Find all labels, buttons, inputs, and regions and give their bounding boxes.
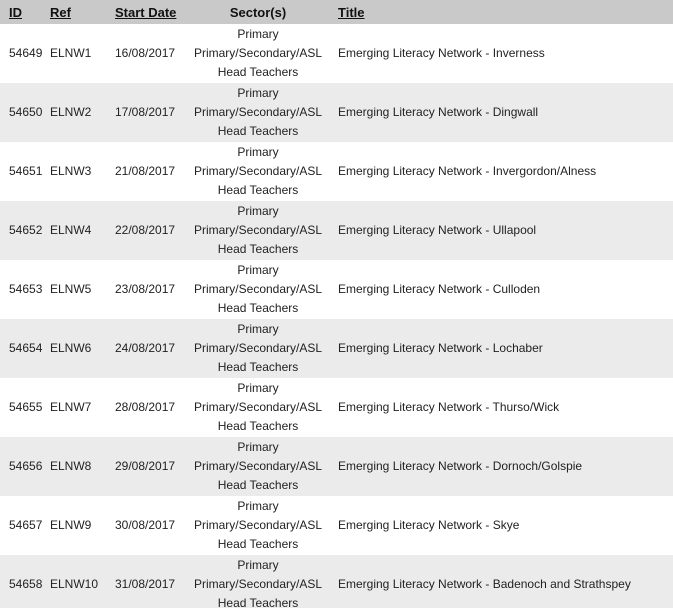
cell-id: 54658 <box>9 577 43 591</box>
cell-sectors <box>187 319 329 378</box>
header-row <box>0 0 673 24</box>
cell-ref: ELNW5 <box>50 282 92 296</box>
cell-sectors <box>187 201 329 260</box>
cell-ref: ELNW7 <box>50 400 92 414</box>
sector-label: Head Teachers <box>217 419 299 433</box>
cell-start-date: 17/08/2017 <box>115 105 176 119</box>
sector-label: Primary/Secondary/ASL <box>193 400 323 414</box>
cell-start-date: 29/08/2017 <box>115 459 176 473</box>
cell-ref: ELNW8 <box>50 459 92 473</box>
table-body <box>0 24 673 608</box>
header-ref[interactable] <box>46 0 109 24</box>
sector-label: Head Teachers <box>217 183 299 197</box>
table-row[interactable] <box>0 24 673 83</box>
header-start-date-label[interactable]: Start Date <box>115 4 177 20</box>
sector-label: Head Teachers <box>217 124 299 138</box>
cell-id: 54657 <box>9 518 43 532</box>
table-row[interactable] <box>0 437 673 496</box>
cell-ref: ELNW3 <box>50 164 92 178</box>
sector-label: Primary/Secondary/ASL <box>193 164 323 178</box>
sector-label: Head Teachers <box>217 65 299 79</box>
header-id[interactable] <box>0 0 46 24</box>
cell-ref: ELNW6 <box>50 341 92 355</box>
cell-title[interactable]: Emerging Literacy Network - Ullapool <box>338 223 537 237</box>
cell-title[interactable]: Emerging Literacy Network - Lochaber <box>338 341 543 355</box>
sector-label: Primary/Secondary/ASL <box>193 518 323 532</box>
sector-label: Primary/Secondary/ASL <box>193 223 323 237</box>
sector-label: Primary <box>237 381 279 395</box>
cell-sectors <box>187 496 329 555</box>
cell-sectors <box>187 83 329 142</box>
sector-label: Primary/Secondary/ASL <box>193 105 323 119</box>
cell-sectors <box>187 555 329 608</box>
cell-ref: ELNW2 <box>50 105 92 119</box>
cell-title[interactable]: Emerging Literacy Network - Inverness <box>338 46 545 60</box>
header-sectors <box>187 0 329 24</box>
sector-label: Primary <box>237 204 279 218</box>
cell-sectors <box>187 437 329 496</box>
cell-start-date: 28/08/2017 <box>115 400 176 414</box>
cell-id: 54655 <box>9 400 43 414</box>
cell-id: 54649 <box>9 46 43 60</box>
header-start-date[interactable] <box>109 0 187 24</box>
cell-ref: ELNW1 <box>50 46 92 60</box>
sector-label: Primary <box>237 145 279 159</box>
cell-sectors <box>187 142 329 201</box>
sector-label: Primary <box>237 322 279 336</box>
table-row[interactable] <box>0 496 673 555</box>
header-sectors-label: Sector(s) <box>229 4 287 20</box>
sector-label: Primary/Secondary/ASL <box>193 577 323 591</box>
cell-title[interactable]: Emerging Literacy Network - Dornoch/Golspie <box>338 459 583 473</box>
table-row[interactable] <box>0 260 673 319</box>
cell-id: 54650 <box>9 105 43 119</box>
sector-label: Primary <box>237 86 279 100</box>
cell-title[interactable]: Emerging Literacy Network - Invergordon/Alness <box>338 164 597 178</box>
sector-label: Head Teachers <box>217 537 299 551</box>
cell-sectors <box>187 378 329 437</box>
sector-label: Head Teachers <box>217 301 299 315</box>
sector-label: Head Teachers <box>217 596 299 608</box>
cell-title[interactable]: Emerging Literacy Network - Badenoch and Strathspey <box>338 577 631 591</box>
cell-start-date: 22/08/2017 <box>115 223 176 237</box>
cell-start-date: 24/08/2017 <box>115 341 176 355</box>
sector-label: Head Teachers <box>217 478 299 492</box>
cell-sectors <box>187 260 329 319</box>
header-id-label[interactable]: ID <box>9 4 22 20</box>
cell-id: 54656 <box>9 459 43 473</box>
sector-label: Head Teachers <box>217 242 299 256</box>
cell-title[interactable]: Emerging Literacy Network - Skye <box>338 518 520 532</box>
cell-ref: ELNW4 <box>50 223 92 237</box>
header-ref-label[interactable]: Ref <box>50 4 71 20</box>
cell-id: 54651 <box>9 164 43 178</box>
cell-start-date: 23/08/2017 <box>115 282 176 296</box>
header-title[interactable] <box>329 0 673 24</box>
cell-id: 54652 <box>9 223 43 237</box>
cell-ref: ELNW10 <box>50 577 99 591</box>
sector-label: Primary/Secondary/ASL <box>193 341 323 355</box>
cell-title[interactable]: Emerging Literacy Network - Dingwall <box>338 105 539 119</box>
cell-start-date: 21/08/2017 <box>115 164 176 178</box>
sector-label: Primary <box>237 558 279 572</box>
cell-ref: ELNW9 <box>50 518 92 532</box>
table-row[interactable] <box>0 319 673 378</box>
cell-id: 54653 <box>9 282 43 296</box>
sector-label: Primary <box>237 440 279 454</box>
table-row[interactable] <box>0 83 673 142</box>
cell-start-date: 31/08/2017 <box>115 577 176 591</box>
table-row[interactable] <box>0 555 673 608</box>
sector-label: Primary/Secondary/ASL <box>193 282 323 296</box>
table-row[interactable] <box>0 378 673 437</box>
sector-label: Primary/Secondary/ASL <box>193 459 323 473</box>
sector-label: Head Teachers <box>217 360 299 374</box>
table-row[interactable] <box>0 142 673 201</box>
cell-title[interactable]: Emerging Literacy Network - Culloden <box>338 282 541 296</box>
cell-title[interactable]: Emerging Literacy Network - Thurso/Wick <box>338 400 560 414</box>
sector-label: Primary <box>237 27 279 41</box>
table-header <box>0 0 673 24</box>
table-row[interactable] <box>0 201 673 260</box>
sector-label: Primary <box>237 263 279 277</box>
sector-label: Primary/Secondary/ASL <box>193 46 323 60</box>
cell-start-date: 30/08/2017 <box>115 518 176 532</box>
header-title-label[interactable]: Title <box>338 4 365 20</box>
cell-id: 54654 <box>9 341 43 355</box>
sector-label: Primary <box>237 499 279 513</box>
cell-sectors <box>187 24 329 83</box>
cell-start-date: 16/08/2017 <box>115 46 176 60</box>
